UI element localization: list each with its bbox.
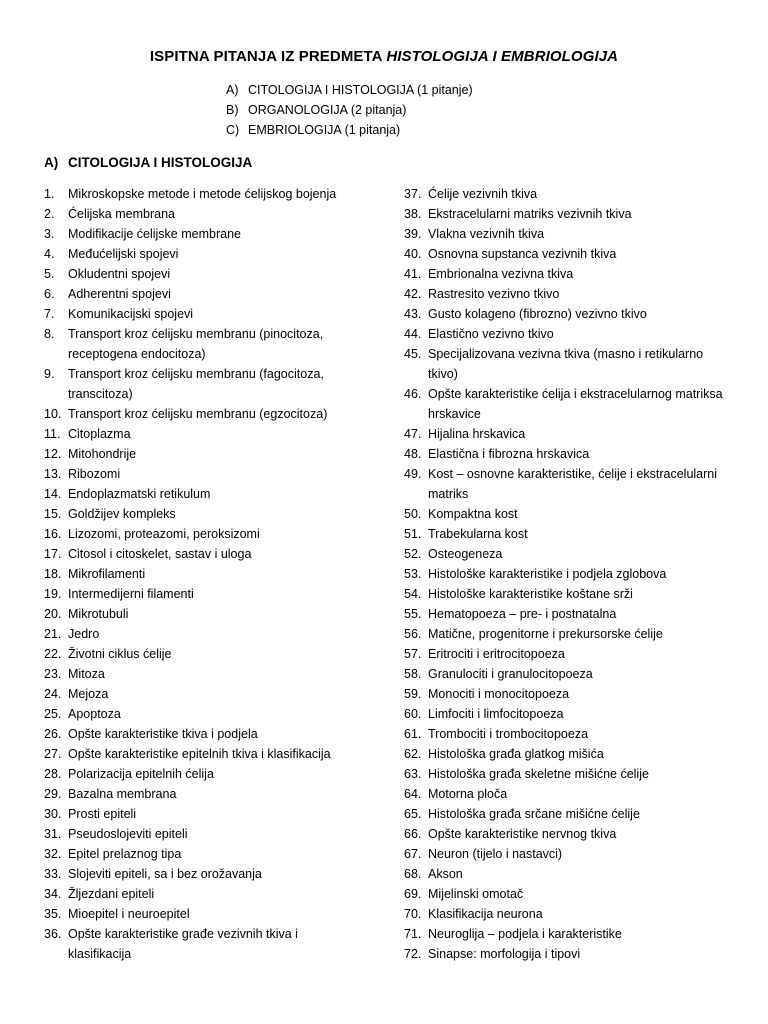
item-text: Histološke karakteristike i podjela zglobova xyxy=(428,567,667,581)
item-text: Ćelije vezivnih tkiva xyxy=(428,187,538,201)
list-item xyxy=(44,684,364,704)
item-text: Elastično vezivno tkivo xyxy=(428,327,554,341)
list-item xyxy=(44,584,364,604)
list-item xyxy=(44,564,364,584)
list-item xyxy=(44,444,364,464)
list-item xyxy=(404,684,734,704)
item-text: Hijalina hrskavica xyxy=(428,427,526,441)
list-item xyxy=(44,464,364,484)
list-item xyxy=(44,504,364,524)
item-text: Endoplazmatski retikulum xyxy=(68,487,211,501)
item-text: Motorna ploča xyxy=(428,787,508,801)
list-item xyxy=(404,304,734,324)
item-text: Kost – osnovne karakteristike, ćelije i ekstracelularni matriks xyxy=(428,467,718,501)
item-text: Mikrotubuli xyxy=(68,607,129,621)
item-text: Mitohondrije xyxy=(68,447,137,461)
item-text: Kompaktna kost xyxy=(428,507,518,521)
list-item xyxy=(404,744,734,764)
item-text: Slojeviti epiteli, sa i bez orožavanja xyxy=(68,867,262,881)
item-text: Histološka građa glatkog mišića xyxy=(428,747,604,761)
item-number: 59. xyxy=(404,687,422,701)
list-item xyxy=(44,524,364,544)
item-number: 10. xyxy=(44,407,62,421)
item-number: 20. xyxy=(44,607,62,621)
item-text: Mikroskopske metode i metode ćelijskog bojenja xyxy=(68,187,337,201)
item-text: Okludentni spojevi xyxy=(68,267,171,281)
list-item xyxy=(404,924,734,944)
list-item xyxy=(44,824,364,844)
list-item xyxy=(44,884,364,904)
item-text: Jedro xyxy=(68,627,100,641)
item-number: 6. xyxy=(44,287,55,301)
toc-name: CITOLOGIJA I HISTOLOGIJA xyxy=(248,83,414,97)
list-item xyxy=(404,564,734,584)
page-title xyxy=(0,48,768,65)
list-item xyxy=(404,384,734,424)
list-item xyxy=(44,184,364,204)
list-item xyxy=(404,864,734,884)
item-number: 49. xyxy=(404,467,422,481)
toc-count: (1 pitanje) xyxy=(417,83,473,97)
item-text: Ćelijska membrana xyxy=(68,207,175,221)
item-text: Embrionalna vezivna tkiva xyxy=(428,267,574,281)
list-item xyxy=(44,404,364,424)
item-text: Transport kroz ćelijsku membranu (egzocitoza) xyxy=(68,407,328,421)
item-number: 48. xyxy=(404,447,422,461)
list-item xyxy=(404,224,734,244)
item-number: 7. xyxy=(44,307,55,321)
item-text: Bazalna membrana xyxy=(68,787,177,801)
item-number: 19. xyxy=(44,587,62,601)
item-text: Goldžijev kompleks xyxy=(68,507,176,521)
list-item xyxy=(44,744,364,764)
item-text: Mejoza xyxy=(68,687,109,701)
item-number: 8. xyxy=(44,327,55,341)
list-item xyxy=(404,944,734,964)
item-text: Transport kroz ćelijsku membranu (fagocitoza, transcitoza) xyxy=(68,367,324,401)
item-text: Granulociti i granulocitopoeza xyxy=(428,667,593,681)
item-number: 17. xyxy=(44,547,62,561)
item-text: Adherentni spojevi xyxy=(68,287,171,301)
item-text: Životni ciklus ćelije xyxy=(68,647,172,661)
item-number: 60. xyxy=(404,707,422,721)
item-text: Eritrociti i eritrocitopoeza xyxy=(428,647,565,661)
list-item xyxy=(404,844,734,864)
item-text: Opšte karakteristike ćelija i ekstracelularnog matriksa hrskavice xyxy=(428,387,723,421)
toc-count: (1 pitanja) xyxy=(344,123,401,137)
title-italic: HISTOLOGIJA I EMBRIOLOGIJA xyxy=(386,48,619,65)
toc-item xyxy=(226,120,473,140)
item-text: Osnovna supstanca vezivnih tkiva xyxy=(428,247,617,261)
item-text: Mijelinski omotač xyxy=(428,887,524,901)
item-number: 39. xyxy=(404,227,422,241)
toc-letter: B) xyxy=(226,103,239,117)
item-number: 54. xyxy=(404,587,422,601)
list-item xyxy=(404,324,734,344)
toc-letter: A) xyxy=(226,83,239,97)
item-number: 66. xyxy=(404,827,422,841)
item-text: Osteogeneza xyxy=(428,547,503,561)
item-number: 41. xyxy=(404,267,422,281)
list-item xyxy=(404,444,734,464)
list-item xyxy=(44,924,364,964)
table-of-contents xyxy=(226,80,473,140)
list-item xyxy=(404,584,734,604)
item-text: Citoplazma xyxy=(68,427,131,441)
item-text: Trabekularna kost xyxy=(428,527,528,541)
list-item xyxy=(404,724,734,744)
item-number: 4. xyxy=(44,247,55,261)
item-number: 12. xyxy=(44,447,62,461)
list-item xyxy=(44,604,364,624)
toc-name: ORGANOLOGIJA xyxy=(248,103,348,117)
item-text: Opšte karakteristike građe vezivnih tkiva i klasifikacija xyxy=(68,927,298,961)
item-text: Vlakna vezivnih tkiva xyxy=(428,227,545,241)
item-text: Citosol i citoskelet, sastav i uloga xyxy=(68,547,252,561)
item-text: Hematopoeza – pre- i postnatalna xyxy=(428,607,617,621)
list-item xyxy=(44,244,364,264)
item-number: 5. xyxy=(44,267,55,281)
item-number: 35. xyxy=(44,907,62,921)
section-heading xyxy=(44,155,252,170)
list-item xyxy=(44,364,364,404)
item-number: 33. xyxy=(44,867,62,881)
list-item xyxy=(404,524,734,544)
list-item xyxy=(404,204,734,224)
item-number: 3. xyxy=(44,227,55,241)
item-number: 62. xyxy=(404,747,422,761)
list-item xyxy=(44,424,364,444)
list-item xyxy=(404,284,734,304)
list-item xyxy=(404,764,734,784)
list-item xyxy=(44,724,364,744)
item-text: Transport kroz ćelijsku membranu (pinocitoza, receptogena endocitoza) xyxy=(68,327,324,361)
item-number: 40. xyxy=(404,247,422,261)
list-item xyxy=(404,184,734,204)
item-number: 1. xyxy=(44,187,55,201)
list-item xyxy=(404,264,734,284)
item-number: 30. xyxy=(44,807,62,821)
item-number: 64. xyxy=(404,787,422,801)
list-item xyxy=(44,864,364,884)
toc-letter: C) xyxy=(226,123,240,137)
item-number: 25. xyxy=(44,707,62,721)
item-text: Intermedijerni filamenti xyxy=(68,587,194,601)
item-number: 72. xyxy=(404,947,422,961)
list-item xyxy=(404,464,734,504)
item-number: 29. xyxy=(44,787,62,801)
list-item xyxy=(404,784,734,804)
item-text: Opšte karakteristike epitelnih tkiva i klasifikacija xyxy=(68,747,331,761)
item-number: 21. xyxy=(44,627,62,641)
list-item xyxy=(44,624,364,644)
item-text: Međućelijski spojevi xyxy=(68,247,179,261)
item-number: 53. xyxy=(404,567,422,581)
item-text: Komunikacijski spojevi xyxy=(68,307,194,321)
section-title: CITOLOGIJA I HISTOLOGIJA xyxy=(68,155,253,170)
item-number: 2. xyxy=(44,207,55,221)
item-number: 42. xyxy=(404,287,422,301)
item-number: 23. xyxy=(44,667,62,681)
item-number: 67. xyxy=(404,847,422,861)
item-number: 57. xyxy=(404,647,422,661)
list-item xyxy=(44,544,364,564)
item-text: Lizozomi, proteazomi, peroksizomi xyxy=(68,527,260,541)
list-item xyxy=(44,784,364,804)
item-number: 36. xyxy=(44,927,62,941)
list-item xyxy=(44,804,364,824)
item-text: Elastična i fibrozna hrskavica xyxy=(428,447,590,461)
item-number: 43. xyxy=(404,307,422,321)
item-text: Histološka građa srčane mišićne ćelije xyxy=(428,807,640,821)
item-number: 71. xyxy=(404,927,422,941)
section-letter: A) xyxy=(44,155,59,170)
item-text: Neuron (tijelo i nastavci) xyxy=(428,847,563,861)
toc-item xyxy=(226,80,473,100)
item-text: Rastresito vezivno tkivo xyxy=(428,287,560,301)
list-item xyxy=(44,664,364,684)
toc-count: (2 pitanja) xyxy=(350,103,407,117)
list-item xyxy=(404,904,734,924)
item-text: Epitel prelaznog tipa xyxy=(68,847,182,861)
item-number: 24. xyxy=(44,687,62,701)
item-text: Trombociti i trombocitopoeza xyxy=(428,727,589,741)
item-number: 63. xyxy=(404,767,422,781)
list-item xyxy=(44,224,364,244)
list-item xyxy=(404,424,734,444)
item-text: Sinapse: morfologija i tipovi xyxy=(428,947,581,961)
item-number: 52. xyxy=(404,547,422,561)
item-number: 34. xyxy=(44,887,62,901)
item-text: Ekstracelularni matriks vezivnih tkiva xyxy=(428,207,632,221)
item-number: 46. xyxy=(404,387,422,401)
list-item xyxy=(44,284,364,304)
item-number: 31. xyxy=(44,827,62,841)
item-number: 11. xyxy=(44,427,61,441)
item-number: 50. xyxy=(404,507,422,521)
item-text: Akson xyxy=(428,867,463,881)
list-item xyxy=(404,664,734,684)
list-item xyxy=(44,704,364,724)
list-item xyxy=(44,264,364,284)
item-number: 61. xyxy=(404,727,422,741)
list-item xyxy=(44,644,364,664)
item-number: 70. xyxy=(404,907,422,921)
item-number: 55. xyxy=(404,607,422,621)
item-number: 16. xyxy=(44,527,62,541)
item-number: 45. xyxy=(404,347,422,361)
item-number: 18. xyxy=(44,567,62,581)
list-item xyxy=(404,704,734,724)
item-text: Histološka građa skeletne mišićne ćelije xyxy=(428,767,649,781)
list-item xyxy=(404,604,734,624)
list-item xyxy=(404,244,734,264)
list-item xyxy=(44,484,364,504)
item-number: 27. xyxy=(44,747,62,761)
item-number: 38. xyxy=(404,207,422,221)
item-number: 44. xyxy=(404,327,422,341)
list-item xyxy=(44,764,364,784)
list-item xyxy=(44,324,364,364)
item-text: Gusto kolageno (fibrozno) vezivno tkivo xyxy=(428,307,647,321)
list-item xyxy=(404,344,734,384)
item-text: Specijalizovana vezivna tkiva (masno i retikularno tkivo) xyxy=(428,347,704,381)
list-item xyxy=(44,904,364,924)
item-number: 26. xyxy=(44,727,62,741)
item-number: 14. xyxy=(44,487,62,501)
list-item xyxy=(404,644,734,664)
item-number: 47. xyxy=(404,427,422,441)
list-item xyxy=(44,304,364,324)
toc-item xyxy=(226,100,473,120)
item-text: Limfociti i limfocitopoeza xyxy=(428,707,564,721)
item-text: Klasifikacija neurona xyxy=(428,907,543,921)
item-number: 22. xyxy=(44,647,62,661)
item-text: Polarizacija epitelnih ćelija xyxy=(68,767,214,781)
list-item xyxy=(404,824,734,844)
item-number: 9. xyxy=(44,367,55,381)
item-number: 68. xyxy=(404,867,422,881)
item-number: 13. xyxy=(44,467,62,481)
title-plain: ISPITNA PITANJA IZ PREDMETA xyxy=(149,48,387,65)
item-text: Monociti i monocitopoeza xyxy=(428,687,570,701)
item-text: Modifikacije ćelijske membrane xyxy=(68,227,241,241)
item-number: 65. xyxy=(404,807,422,821)
item-number: 58. xyxy=(404,667,422,681)
toc-name: EMBRIOLOGIJA xyxy=(248,123,342,137)
item-number: 28. xyxy=(44,767,62,781)
item-number: 51. xyxy=(404,527,422,541)
question-list-right xyxy=(404,184,734,964)
list-item xyxy=(404,884,734,904)
item-number: 15. xyxy=(44,507,62,521)
list-item xyxy=(404,624,734,644)
item-number: 37. xyxy=(404,187,422,201)
list-item xyxy=(44,844,364,864)
item-text: Neuroglija – podjela i karakteristike xyxy=(428,927,622,941)
item-text: Pseudoslojeviti epiteli xyxy=(68,827,188,841)
item-text: Mikrofilamenti xyxy=(68,567,146,581)
item-text: Opšte karakteristike tkiva i podjela xyxy=(68,727,258,741)
item-text: Žljezdani epiteli xyxy=(68,887,155,901)
item-text: Matične, progenitorne i prekursorske ćelije xyxy=(428,627,663,641)
item-number: 32. xyxy=(44,847,62,861)
list-item xyxy=(44,204,364,224)
item-number: 56. xyxy=(404,627,422,641)
item-text: Mioepitel i neuroepitel xyxy=(68,907,190,921)
item-text: Histološke karakteristike koštane srži xyxy=(428,587,633,601)
item-text: Opšte karakteristike nervnog tkiva xyxy=(428,827,617,841)
question-list-left xyxy=(44,184,364,964)
item-text: Prosti epiteli xyxy=(68,807,137,821)
list-item xyxy=(404,504,734,524)
list-item xyxy=(404,804,734,824)
item-text: Ribozomi xyxy=(68,467,121,481)
item-text: Mitoza xyxy=(68,667,105,681)
item-text: Apoptoza xyxy=(68,707,121,721)
list-item xyxy=(404,544,734,564)
item-number: 69. xyxy=(404,887,422,901)
